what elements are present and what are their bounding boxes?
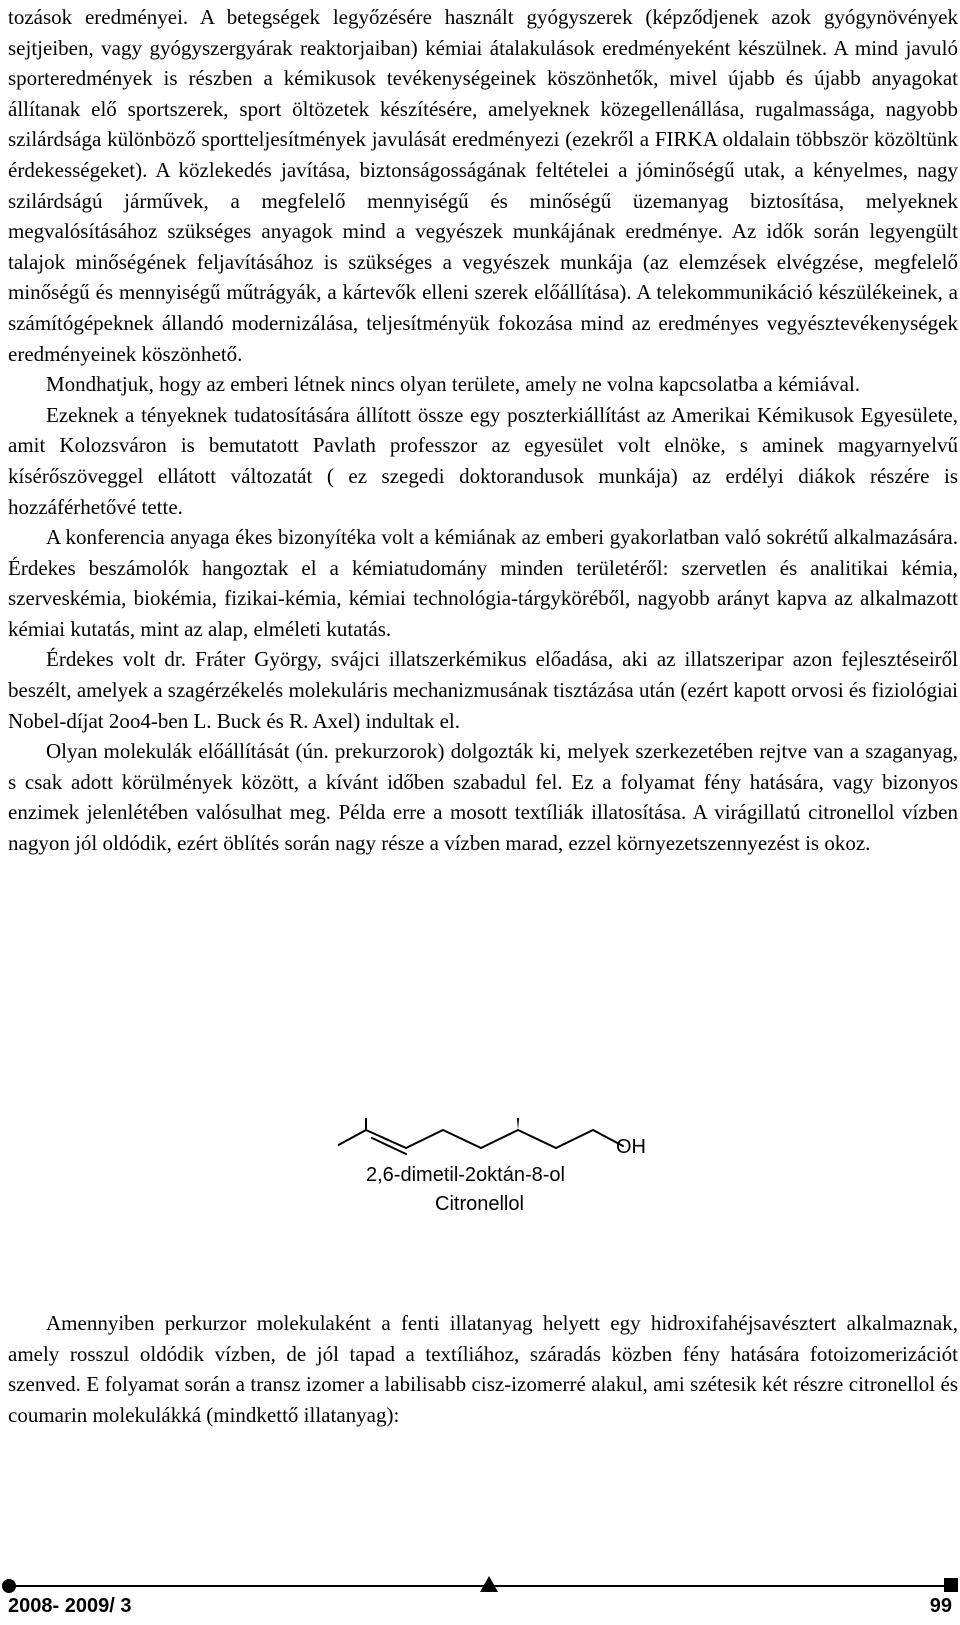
- paragraph-4: A konferencia anyaga ékes bizonyítéka volt a kémiának az emberi gyakorlatban való sokrétű alkalmazására. Érdekes beszámolók hangoztak el a kémiatudomány minden területéről: szervetlen és analitikai kémia, szerveskémia, biokémia, fizikai-kémia, kémiai technológia-tárgyköréből, nagyobb arányt kapva az alkalmazott kémiai kutatás, mint az alap, elméleti kutatás.: [8, 525, 958, 641]
- footer-circle-marker: [2, 1579, 16, 1593]
- common-name-label: Citronellol: [435, 1193, 524, 1215]
- wedge-bond: [514, 1118, 522, 1130]
- iupac-name-label: 2,6-dimetil-2oktán-8-ol: [366, 1164, 565, 1186]
- citronellol-structure-figure: [338, 1118, 698, 1278]
- document-page: [8, 0, 960, 1625]
- paragraph-5: Érdekes volt dr. Fráter György, svájci illatszerkémikus előadása, aki az illatszeripar azon fejlesztéseiről beszélt, amelyek a szagérzékelés molekuláris mechanizmusának tisztázása után (ezért kapott orvosi és fiziológiai Nobel-díjat 2oo4-ben L. Buck és R. Axel) indultak el.: [8, 647, 958, 733]
- footer-square-marker: [944, 1578, 958, 1592]
- issue-number: 2008- 2009/ 3: [8, 1595, 132, 1617]
- paragraph-1: tozások eredményei. A betegségek legyőzésére használt gyógyszerek (képződjenek azok gyógynövények sejtjeiben, vagy gyógyszergyárak reaktorjaiban) kémiai átalakulások eredményeként készülnek. A mind javuló sporteredmények is részben a kémikusok tevékenységeinek köszönhetők, mivel újabb és újabb anyagokat állítanak elő sportszerek, sport öltözetek készítésére, amelyeknek közegellenállása, rugalmassága, nagyobb szilárdsága különböző sportteljesítmények javulását eredményezi (ezekről a FIRKA oldalain többször közöltünk érdekességeket). A közlekedés javítása, biztonságosságának feltételei a jóminőségű utak, a kényelmes, nagy szilárdságú járművek, a megfelelő mennyiségű és minőségű üzemanyag biztosítása, melyeknek megvalósításához szükséges anyagok mind a vegyészek munkájának eredménye. Az idők során legyengült talajok minőségének feljavításához is szükséges a vegyészek munkája (az elemzések elvégzése, megfelelő minőségű és mennyiségű műtrágyák, a kártevők elleni szerek előállítása). A telekommunikáció készülékeinek, a számítógépeknek állandó modernizálása, teljesítményük fokozása mind az eredményes vegyésztevékenységek eredményeinek köszönhető.: [8, 5, 958, 366]
- bond-3: [406, 1130, 443, 1148]
- paragraph-2: Mondhatjuk, hogy az emberi létnek nincs olyan területe, amely ne volna kapcsolatba a kémiával.: [46, 372, 861, 397]
- page-number: 99: [929, 1595, 952, 1617]
- bond-1: [338, 1130, 366, 1148]
- bond-5: [481, 1130, 518, 1148]
- oh-label: OH: [616, 1136, 646, 1158]
- paragraph-7: Amennyiben perkurzor molekulaként a fenti illatanyag helyett egy hidroxifahéjsavésztert alkalmaznak, amely rosszul oldódik vízben, de jól tapad a textíliához, száradás közben fény hatására fotoizomerizációt szenved. E folyamat során a transz izomer a labilisabb cisz-izomerré alakul, ami szétesik két részre citronellol és coumarin molekulákká (mindkettő illatanyag):: [8, 1311, 958, 1427]
- body-text-bottom: [8, 1308, 958, 1430]
- footer-triangle-marker: [480, 1576, 498, 1592]
- paragraph-6: Olyan molekulák előállítását (ún. prekurzorok) dolgozták ki, melyek szerkezetében rejtve van a szaganyag, s csak adott körülmények között, a kívánt időben szabadul fel. Ez a folyamat fény hatására, vagy bizonyos enzimek jelenlétében valósulhat meg. Példa erre a mosott textíliák illatosítása. A virágillatú citronellol vízben nagyon jól oldódik, ezért öblítés során nagy része a vízben marad, ezzel környezetszennyezést is okoz.: [8, 739, 958, 856]
- body-text-top: [8, 2, 958, 859]
- bond-6: [518, 1130, 556, 1148]
- paragraph-3: Ezeknek a tényeknek tudatosítására állított össze egy poszterkiállítást az Amerikai Kémikusok Egyesülete, amit Kolozsváron is bemutatott Pavlath professzor az egyesület volt elnöke, s aminek magyarnyelvű kísérőszöveggel ellátott változatát ( ez szegedi doktorandusok munkája) az erdélyi diákok részére is hozzáférhetővé tette.: [8, 402, 958, 519]
- bond-4: [443, 1130, 481, 1148]
- bond-7: [556, 1130, 593, 1148]
